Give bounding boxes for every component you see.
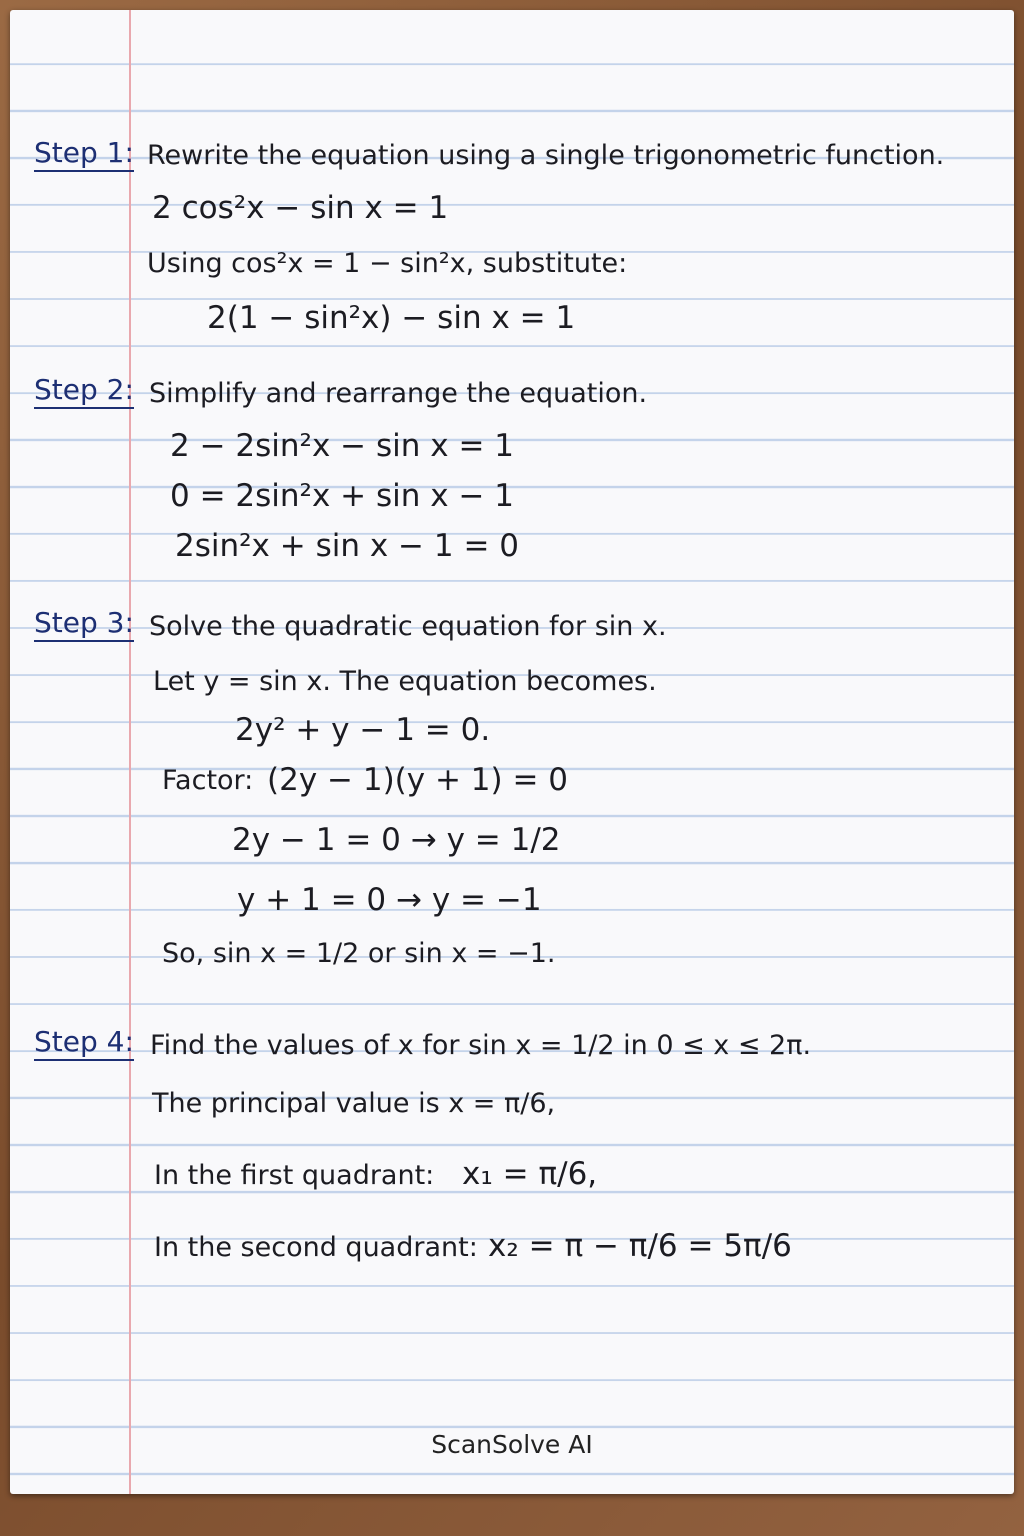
step-1-substitution-line: Using cos²x = 1 − sin²x, substitute: [147, 248, 628, 279]
step-2-heading: Simplify and rearrange the equation. [149, 378, 648, 409]
step-1-equation-1: 2 cos²x − sin x = 1 [152, 190, 449, 226]
step-3-case-1: 2y − 1 = 0 → y = 1/2 [232, 822, 561, 858]
step-3-factor-equation: (2y − 1)(y + 1) = 0 [267, 762, 569, 798]
step-1-equation-2: 2(1 − sin²x) − sin x = 1 [207, 300, 576, 336]
step-2-label: Step 2: [34, 373, 134, 409]
step-4-label: Step 4: [34, 1025, 134, 1061]
step-4-heading: Find the values of x for sin x = 1/2 in 0 ≤ x ≤ 2π. [150, 1030, 812, 1061]
step-4-second-quadrant-label: In the second quadrant: [154, 1232, 478, 1263]
notebook-page [10, 10, 1014, 1494]
step-3-let-line: Let y = sin x. The equation becomes. [153, 666, 657, 697]
step-1-heading: Rewrite the equation using a single trigonometric function. [147, 140, 945, 171]
footer-brand: ScanSolve AI [431, 1430, 593, 1459]
step-3-heading: Solve the quadratic equation for sin x. [149, 611, 667, 642]
step-2-equation-2: 0 = 2sin²x + sin x − 1 [170, 478, 515, 514]
step-4-second-quadrant-value: x₂ = π − π/6 = 5π/6 [488, 1228, 792, 1264]
step-4-first-quadrant-label: In the first quadrant: [154, 1160, 435, 1191]
step-3-quadratic: 2y² + y − 1 = 0. [235, 712, 491, 748]
step-4-first-quadrant-value: x₁ = π/6, [462, 1156, 598, 1192]
step-1-label: Step 1: [34, 136, 134, 172]
step-2-equation-3: 2sin²x + sin x − 1 = 0 [175, 528, 520, 564]
step-3-conclusion: So, sin x = 1/2 or sin x = −1. [162, 938, 556, 969]
margin-line [129, 10, 131, 1494]
step-2-equation-1: 2 − 2sin²x − sin x = 1 [170, 428, 515, 464]
step-3-case-2: y + 1 = 0 → y = −1 [237, 882, 542, 918]
step-3-label: Step 3: [34, 606, 134, 642]
step-3-factor-label: Factor: [162, 765, 254, 796]
step-4-principal-value: The principal value is x = π/6, [152, 1088, 556, 1119]
